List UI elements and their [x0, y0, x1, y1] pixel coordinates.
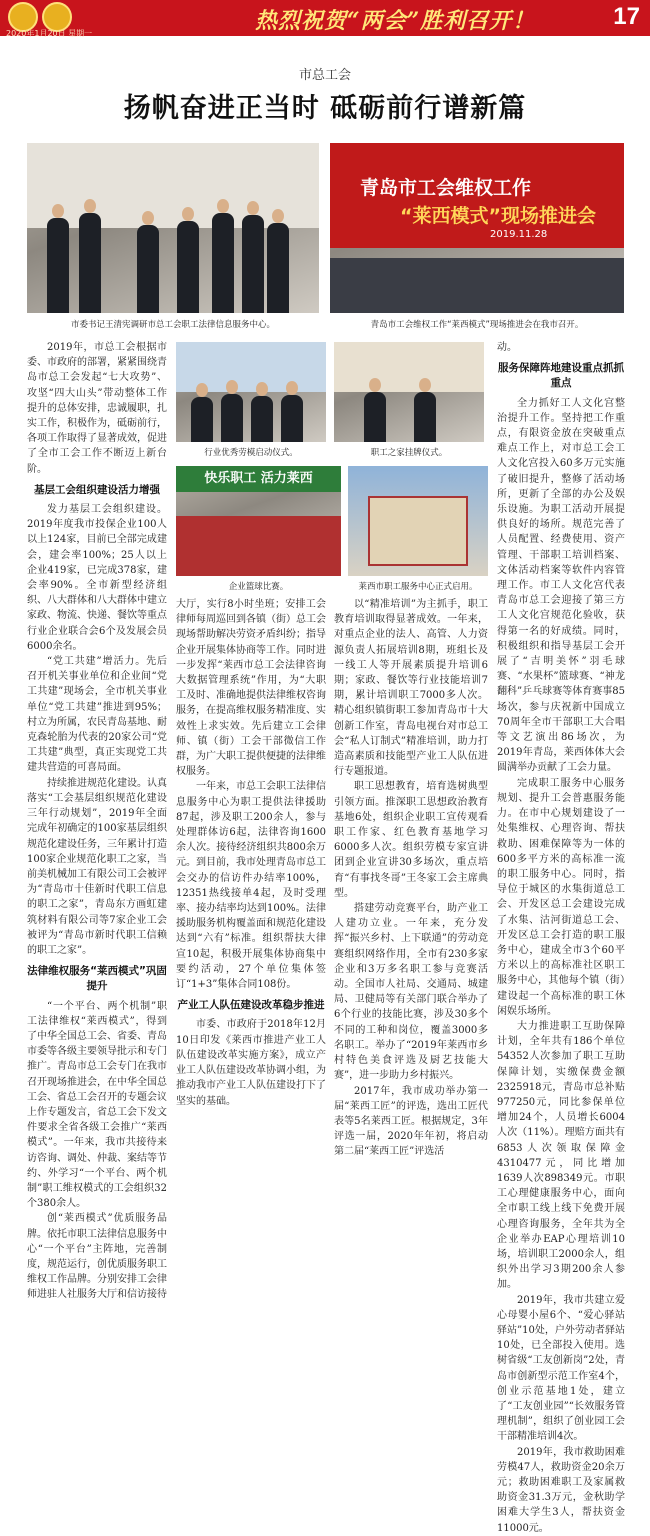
paragraph: 职工思想教育，培育选树典型引领方面。推深职工思想政治教育基地6处，组织企业职工宣传观看职工作家、红色教育基地学习6000多人次。组织劳模专家宣讲团到企业宣讲30多场次，重点培育“有事找冬哥”王冬家工会主席典型。	[334, 781, 488, 899]
paragraph: “党工共建”增活力。先后召开机关事业单位和企业间“党工共建”现场会，全市机关事业单位“党工共建”推进到95%；村立为所属，农民青岛基地、耐克森轮胎为代表的20家公司“党工共建”典型，真正实现党工共建共营造的可喜局面。	[27, 656, 167, 774]
paragraph: 一年来，市总工会职工法律信息服务中心为职工提供法律援助87起，涉及职工200余人，参与处理群体访6起，法律咨询1600余人次。接待经济组织共800余万元。到目前，我市处理青岛市总工会交办的信访件办结率100%，12351热线接单4起，及时受理率、接办结率均达到100%。法律援助服务机构覆盖面和规范化建设达到“六有”标准。组织帮扶大律宣10起，积极开展集体协商集中要约活动，27个单位集体签订“1+3”集体合同108份。	[176, 781, 326, 991]
paragraph: 大厅，实行8小时坐班；安排工会律师每周巡回到各镇（街）总工会现场帮助解决劳资矛盾纠纷；指导企业开展集体协商等工作。同时进一步发挥“莱西市总工会法律咨询大数据管理系统”作用，为“大职工及时、准确地提供法律维权咨询服务，在提高维权服务精准度、实效性上求实效。先后建立工会律师、镇（街）工会干部微信工作群，为广大职工提供便捷的法律维权服务。	[176, 599, 326, 778]
intro-paragraph: 2019年，市总工会根据市委、市政府的部署，紧紧围绕青岛市总工会发起“七大攻势”、攻坚“四大山头”带动整体工作提升的总体安排，忠诚履职，扎实工作，积极作为，砥砺前行，各项工作取得了显著成效，促进了全市工会工作不断迈上新台阶。	[27, 342, 167, 475]
photo-2	[330, 143, 624, 313]
header-date: 2020年1月20日 星期一	[6, 29, 93, 38]
photo-2-banner-line1: 青岛市工会维权工作	[360, 177, 532, 199]
photo-1-caption: 市委书记王清宪调研市总工会职工法律信息服务中心。	[70, 320, 275, 330]
column-3	[334, 597, 488, 1158]
paragraph: 2017年，我市成功举办第一届“莱西工匠”的评选，选出工匠代表等5名莱西工匠。根据规定，3年评选一届，2020年年初，将启动第二届“莱西工匠”评选活	[334, 1085, 488, 1158]
paragraph: 持续推进规范化建设。认真落实“工会基层组织规范化建设三年行动规划”，2019年全面完成年初确定的100家基层组织规范化建设任务，三年累计打造100家企业规范化职工之家，当前美机械加工有限公司工会被评为“青岛市十佳新时代职工信息的职工之家”，青岛东方画虹建筑材料有限公司等7家企业工会被评为“青岛市新时代职工信赖的职工之家”。	[27, 777, 167, 956]
paragraph: 2019年，我市救助困难劳模47人，救助资金20余万元；救助困难职工及家属救助资金31.3万元，金秋助学困难大学生3人，帮扶资金11000元。	[497, 1446, 625, 1534]
paragraph: 创“莱西模式”优质服务品牌。依托市职工法律信息服务中心“一个平台”主阵地，完善制度，规范运行，创优质服务职工维权工作品牌。分别安排工会律师进驻人社服务大厅和信访接待	[27, 1213, 167, 1301]
paragraph: 市委、市政府于2018年12月10日印发《莱西市推进产业工人队伍建设改革实施方案》，成立产业工人队伍建设改革协调小组，为推动我市产业工人队伍建设打下了坚实的基础。	[176, 1019, 326, 1107]
subheading-2: 法律维权服务“莱西模式”巩固提升	[27, 965, 167, 993]
photo-3	[176, 342, 326, 442]
photo-5-banner: 快乐职工 活力莱西	[176, 466, 341, 492]
header-banner	[0, 0, 650, 36]
headline: 扬帆奋进正当时 砥砺前行谱新篇	[123, 93, 527, 124]
photo-1	[27, 143, 319, 313]
subheading-3: 产业工人队伍建设改革稳步推进	[177, 999, 325, 1012]
subheading-4: 服务保障阵地建设重点抓抓重点	[498, 362, 624, 390]
section-label: 市总工会	[298, 68, 351, 83]
paragraph: 搭建劳动竞赛平台，助产业工人建功立业。一年来，充分发挥“振兴乡村、上下联通”的劳动竞赛组织网络作用，全市有230多家企业和3万多名职工参与竞赛活动。全国市人社局、交通局、城建局、卫健局等有关部门联合举办了6个行业的技能比赛，涉及30多个不同的工种和岗位，覆盖3000多名职工。举办了“2019年莱西市乡村特色美食评选及厨艺技能大赛”，进一步助力乡村振兴。	[334, 903, 488, 1082]
subheading-1: 基层工会组织建设活力增强	[34, 483, 160, 496]
column-2	[176, 597, 326, 1107]
photo-4	[334, 342, 484, 442]
paragraph: “一个平台、两个机制”职工法律维权“莱西模式”，得到了中华全国总工会、省委、青岛市委等各级主要领导批示和专门推广。青岛市总工会专门在我市召开现场推进会，在中华全国总工会、省总工会召开的专题会议上作专题发言，省总工会下发文件要求全省各级工会推广“莱西模式”。一年来，我市共接待来访咨询、调处、仲裁、案结等节约、外学习“一个平台、两个机制”职工维权模式的工会组织32个380余人。	[27, 1000, 167, 1210]
photo-2-banner-date: 2019.11.28	[490, 229, 548, 240]
photo-2-banner-line2: “莱西模式”现场推进会	[400, 205, 596, 227]
column-4	[497, 340, 625, 1534]
paragraph: 发力基层工会组织建设。2019年度我市投保企业100人以上124家，目前已全部完成建会，建会率100%；25人以上企业419家，已完成378家，建会率90%。全市新型经济组织、八大群体和八大群体中建立家政、物流、快递、餐饮等重点行业企业联合会6个及发展会员6000余名。	[27, 504, 167, 652]
paragraph: 大力推进职工互助保障计划，全年共有186个单位54352人次参加了职工互助保障计划，实缴保费金额2325918元，青岛市总补贴977250元，同比参保单位增加24个，人员增长6004人次（11%）。理赔方面共有6853人次领取保障金4310477元，同比增加1639人次898349元。市职工心理健康服务中心，面向全市职工线上线下免费开展心理咨询服务，全年共为全企业举办EAP心理培训10场，培训职工2000余人，组织外出学习3期200余人参加。	[497, 1020, 625, 1291]
paragraph: 动。	[497, 342, 517, 353]
paragraph: 完成职工服务中心服务规划、提升工会普惠服务能力。在市中心规划建设了一处集维权、心理咨询、帮扶救助、困难保障等为一体的600多平方米的高标准一流的职工服务中心。同时，指导位于城区的水集街道总工会、开发区总工会建设完成了水集、沽河街道总工会、开发区总工会打造的职工服务中心，建成全市3个60平方米以上的高标准社区职工服务中心，其他每个镇（街）建设起一个高标准的职工休闲娱乐场所。	[497, 777, 625, 1017]
paragraph: 以“精准培训”为主抓手，职工教育培训取得显著成效。一年来，对重点企业的法人、高管、人力资源负责人拓展培训8期，班组长及一线工人等开展素质提升培训6期；家政、餐饮等行业技能培训7期，累计培训职工7000多人次。精心组织镇街职工参加青岛市十大创新工作室，青岛电视台对市总工会“私人订制式”精准培训，助力打造高素质和技能型产业工人队伍进行专题报道。	[334, 599, 488, 778]
paragraph: 2019年，我市共建立爱心母婴小屋6个、“爱心驿站驿站”10处，户外劳动者驿站10处，已全部投入使用。选树省级“工友创新岗”2处，青岛市创新型示范工作室4个，创业示范基地1处，建立了“工友创业园”“长效服务管理机制”，组织了创业园工会干部精准培训4次。	[497, 1294, 625, 1443]
photo-4-caption: 职工之家挂牌仪式。	[370, 448, 448, 458]
paragraph: 全力抓好工人文化宫整治提升工作。坚持把工作重点，有限资金放在突破重点难点工作上，对市总工会工人文化宫投入60多万元实施了破旧提升，整修了活动场所，更新了全部的办公及娱乐设施。为职工活动开展提供良好的场所。规范完善了人员配置、经费使用、资产管理、干部职工培训档案、文体活动档案等软件内容管理工作。市工人文化宫代表青岛市总工会迎接了第三方工人文化宫规范化验收，获得第一名的好成绩。同时，积极组织和指导基层工会开展了“吉明美怀”羽毛球赛、“水果杯”篮球赛、“神龙翻科”乒乓球赛等体育赛事85场次，参与庆祝新中国成立70周年全市干部职工大合唱等文艺演出86场次，为2019年青岛，莱西体体大会圆满举办贡献了工会力量。	[497, 397, 625, 774]
photo-6-caption: 莱西市职工服务中心正式启用。	[358, 582, 478, 592]
photo-6	[348, 466, 488, 576]
header-slogan: 热烈祝贺“两会”胜利召开！	[255, 8, 536, 34]
page-number: 17	[613, 3, 640, 30]
photo-5-caption: 企业篮球比赛。	[228, 582, 289, 592]
column-1	[27, 340, 167, 1301]
photo-5	[176, 466, 341, 576]
photo-3-caption: 行业优秀劳模启动仪式。	[204, 448, 298, 458]
photo-2-caption: 青岛市工会维权工作“莱西模式”现场推进会在我市召开。	[370, 320, 584, 330]
